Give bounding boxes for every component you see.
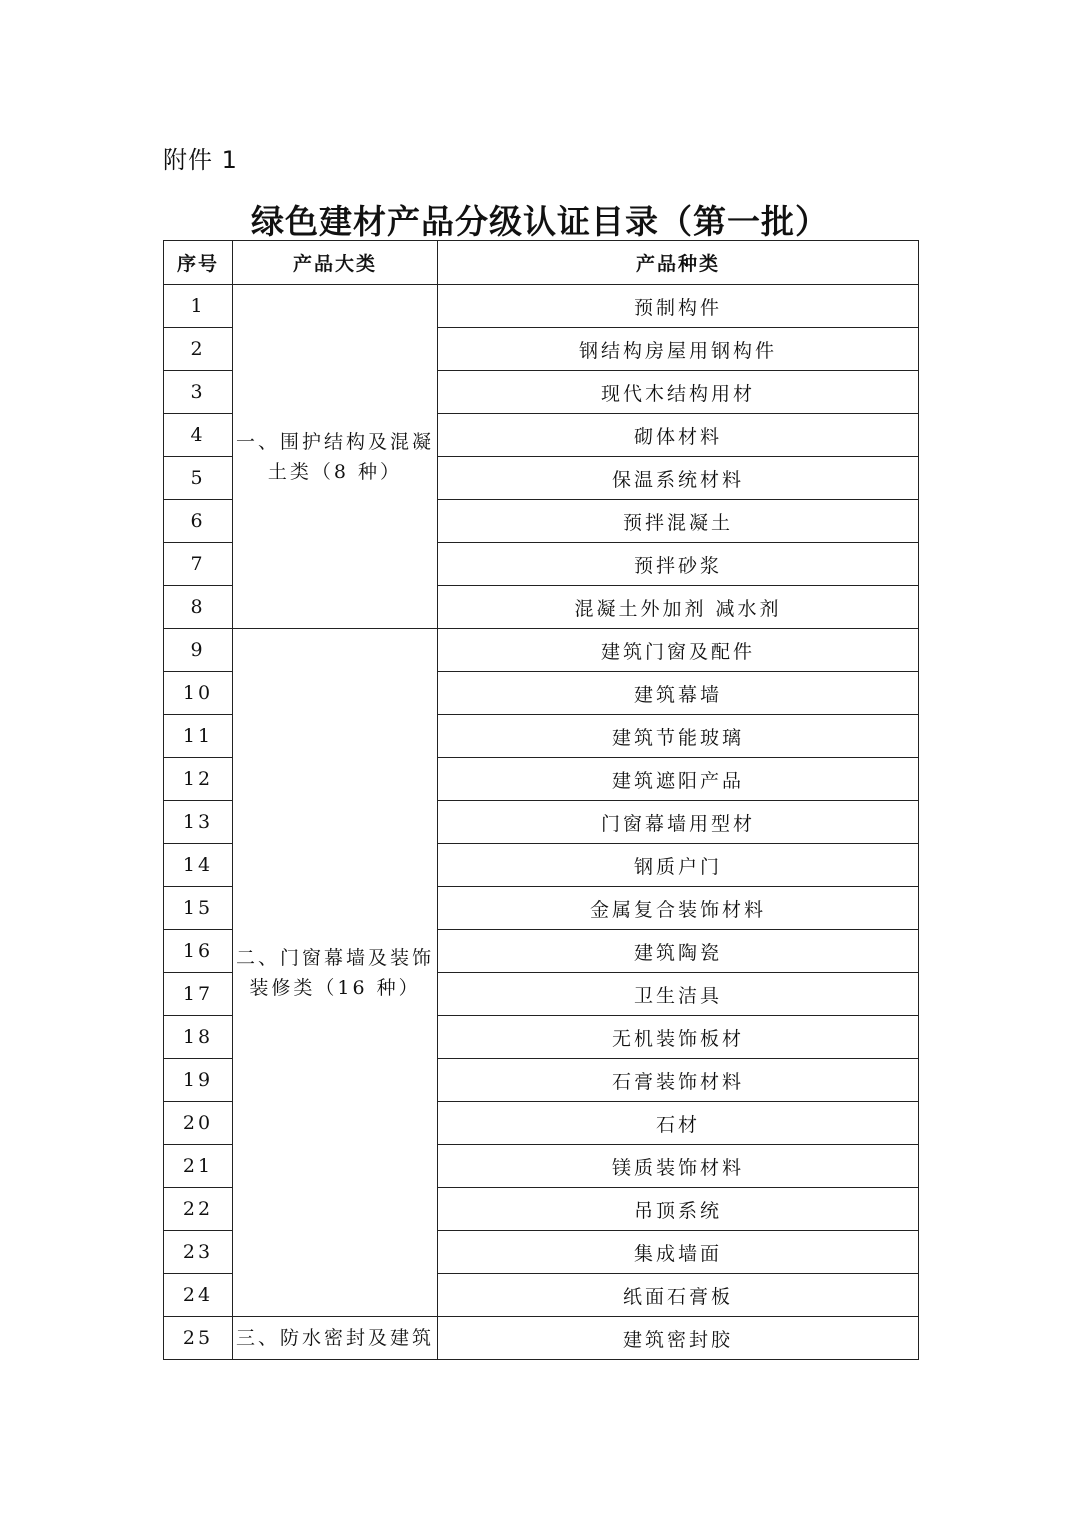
serial-number: 25 xyxy=(164,1317,233,1360)
product-type: 无机装饰板材 xyxy=(438,1016,919,1059)
product-type: 钢质户门 xyxy=(438,844,919,887)
attachment-label: 附件 1 xyxy=(163,146,238,174)
catalog-table xyxy=(163,240,919,1360)
product-type: 吊顶系统 xyxy=(438,1188,919,1231)
category-cell: 一、围护结构及混凝土类（8 种） xyxy=(233,285,438,629)
product-type: 纸面石膏板 xyxy=(438,1274,919,1317)
serial-number: 13 xyxy=(164,801,233,844)
serial-number: 24 xyxy=(164,1274,233,1317)
catalog-body xyxy=(164,285,919,1360)
product-type: 砌体材料 xyxy=(438,414,919,457)
header-serial: 序号 xyxy=(164,241,233,285)
product-type: 建筑陶瓷 xyxy=(438,930,919,973)
serial-number: 16 xyxy=(164,930,233,973)
serial-number: 7 xyxy=(164,543,233,586)
category-cell: 二、门窗幕墙及装饰装修类（16 种） xyxy=(233,629,438,1317)
product-type: 石材 xyxy=(438,1102,919,1145)
product-type: 集成墙面 xyxy=(438,1231,919,1274)
serial-number: 20 xyxy=(164,1102,233,1145)
serial-number: 5 xyxy=(164,457,233,500)
serial-number: 23 xyxy=(164,1231,233,1274)
serial-number: 22 xyxy=(164,1188,233,1231)
table-row xyxy=(164,1317,919,1360)
header-row xyxy=(164,241,919,285)
header-type: 产品种类 xyxy=(438,241,919,285)
product-type: 保温系统材料 xyxy=(438,457,919,500)
document-title: 绿色建材产品分级认证目录（第一批） xyxy=(251,202,829,241)
serial-number: 9 xyxy=(164,629,233,672)
product-type: 石膏装饰材料 xyxy=(438,1059,919,1102)
product-type: 预制构件 xyxy=(438,285,919,328)
serial-number: 8 xyxy=(164,586,233,629)
product-type: 卫生洁具 xyxy=(438,973,919,1016)
serial-number: 19 xyxy=(164,1059,233,1102)
product-type: 建筑幕墙 xyxy=(438,672,919,715)
product-type: 现代木结构用材 xyxy=(438,371,919,414)
serial-number: 14 xyxy=(164,844,233,887)
serial-number: 12 xyxy=(164,758,233,801)
serial-number: 18 xyxy=(164,1016,233,1059)
serial-number: 10 xyxy=(164,672,233,715)
product-type: 建筑密封胶 xyxy=(438,1317,919,1360)
product-type: 建筑遮阳产品 xyxy=(438,758,919,801)
serial-number: 3 xyxy=(164,371,233,414)
serial-number: 11 xyxy=(164,715,233,758)
product-type: 建筑门窗及配件 xyxy=(438,629,919,672)
product-type: 钢结构房屋用钢构件 xyxy=(438,328,919,371)
product-type: 门窗幕墙用型材 xyxy=(438,801,919,844)
product-type: 金属复合装饰材料 xyxy=(438,887,919,930)
serial-number: 21 xyxy=(164,1145,233,1188)
serial-number: 15 xyxy=(164,887,233,930)
product-type: 建筑节能玻璃 xyxy=(438,715,919,758)
product-type: 镁质装饰材料 xyxy=(438,1145,919,1188)
table-row xyxy=(164,285,919,328)
product-type: 混凝土外加剂 减水剂 xyxy=(438,586,919,629)
serial-number: 17 xyxy=(164,973,233,1016)
table-row xyxy=(164,629,919,672)
product-type: 预拌砂浆 xyxy=(438,543,919,586)
category-cell: 三、防水密封及建筑 xyxy=(233,1317,438,1360)
product-type: 预拌混凝土 xyxy=(438,500,919,543)
header-category: 产品大类 xyxy=(233,241,438,285)
serial-number: 2 xyxy=(164,328,233,371)
serial-number: 6 xyxy=(164,500,233,543)
serial-number: 1 xyxy=(164,285,233,328)
serial-number: 4 xyxy=(164,414,233,457)
